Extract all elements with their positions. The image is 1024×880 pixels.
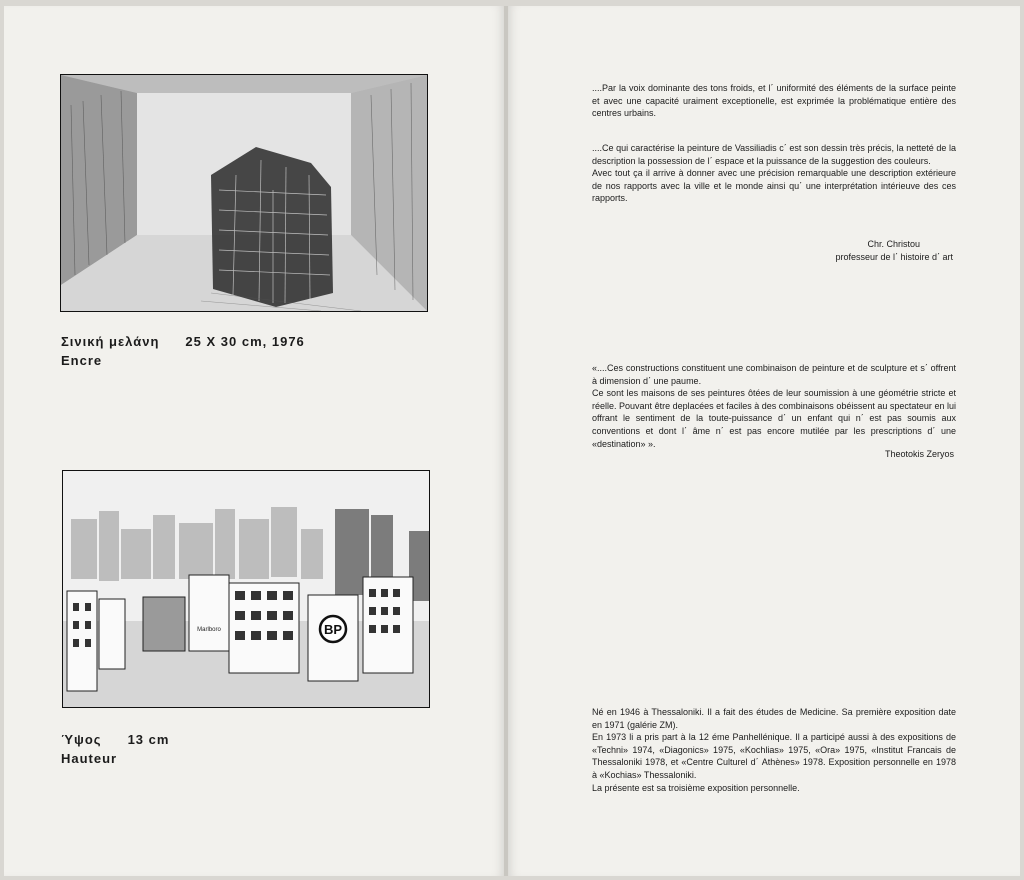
signature-zeryos: Theotokis Zeryos bbox=[884, 449, 954, 459]
artwork-ink-drawing bbox=[60, 74, 428, 312]
signature-christou bbox=[748, 238, 953, 264]
artist-biography bbox=[592, 706, 956, 794]
biography-paragraph-1: Né en 1946 à Thessaloniki. Il a fait des études de Medicine. Sa première exposition date en 1971 (galérie ZM). bbox=[592, 707, 956, 730]
quote-3-paragraph-1: «....Ces constructions constituent une combinaison de peinture et de sculpture et s΄ offrent à dimension d΄ une paume. bbox=[592, 363, 956, 386]
bp-sign-label: BP bbox=[323, 622, 343, 637]
artwork-city-model-photo bbox=[62, 470, 430, 708]
quote-christou bbox=[592, 142, 956, 205]
marlboro-box-label: Marlboro bbox=[197, 627, 221, 633]
quote-1-paragraph: ....Par la voix dominante des tons froids, et l΄ uniformité des éléments de la surface peinte et avec une capacité uraiment exceptionelle, est exprimée la problématique entière des centres urbains. bbox=[592, 83, 956, 119]
artwork-2-dimensions: 13 cm bbox=[127, 732, 170, 747]
artwork-2-title-french: Hauteur bbox=[61, 751, 118, 766]
artwork-1-dimensions: 25 X 30 cm, 1976 bbox=[185, 334, 305, 349]
quote-cold-tones bbox=[592, 82, 956, 120]
quote-3-paragraph-2: Ce sont les maisons de ses peintures ôtées de leur soumission à une géométrie stricte et réelle. Pouvant être deplacées et faciles à des combinaisons obéissent au spectateur en lui offrant le sentiment de la toute-puissance d΄ un enfant qui n΄ est pas soumis aux conventions et dont l΄ âme n΄ est pas encore mutilée par les prescriptions d΄ une «destination» ». bbox=[592, 388, 956, 449]
signature-1-name: Chr. Christou bbox=[867, 239, 920, 249]
biography-paragraph-3: La présente est sa troisième exposition personnelle. bbox=[592, 782, 800, 793]
artwork-1-caption bbox=[61, 332, 305, 370]
quote-2-paragraph-2: Avec tout ça il arrive à donner avec une précision remarquable une description extérieure de nos rapports avec la ville et le monde ainsi qu΄ une interprétation intérieuve des ces rapports. bbox=[592, 168, 956, 204]
right-page-text bbox=[508, 0, 1020, 880]
quote-zeryos bbox=[592, 362, 956, 450]
artwork-1-title-greek: Σινική μελάνη bbox=[61, 334, 160, 349]
artwork-1-title-french: Encre bbox=[61, 353, 103, 368]
signature-1-role: professeur de l΄ histoire d΄ art bbox=[835, 252, 953, 262]
artwork-2-title-greek: Ύψος bbox=[61, 732, 102, 747]
artwork-2-caption bbox=[61, 730, 169, 768]
biography-paragraph-2: En 1973 li a pris part à la 12 éme Panhellénique. Il a participé aussi à des expositions de «Techni» 1974, «Diagonics» 1975, «Kochlias» 1975, «Ora» 1975, «Institut Francais de Thessaloniki 1978, et «Centre Culturel d΄ Athènes» 1978. Exposition personnelle en 1978 à «Kochias» Thessaloniki. bbox=[592, 732, 956, 780]
quote-2-paragraph-1: ....Ce qui caractérise la peinture de Vassiliadis c΄ est son dessin très précis, la netteté de la description la possession de l΄ espace et la puissance de la suggestion des couleurs. bbox=[592, 143, 956, 166]
